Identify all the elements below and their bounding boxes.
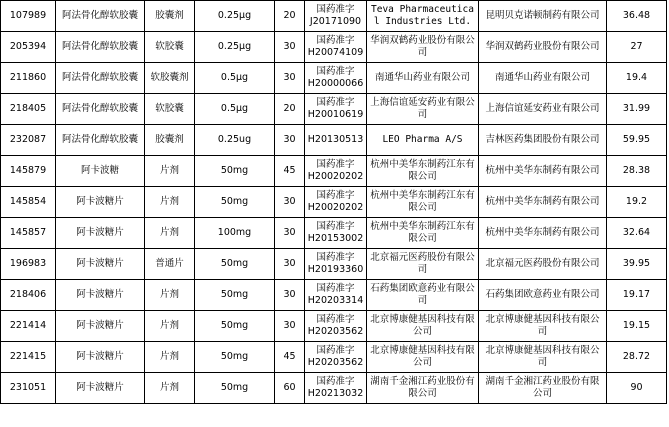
table-row <box>1 125 667 156</box>
price-cell: 59.95 <box>607 125 667 156</box>
table-row <box>1 249 667 280</box>
quantity-cell: 30 <box>275 187 305 218</box>
approval-prefix: 国药准字 <box>316 345 355 356</box>
drug-name-cell: 阿卡波糖片 <box>56 342 145 373</box>
approval-number-cell <box>305 1 367 32</box>
price-cell: 19.2 <box>607 187 667 218</box>
approval-code: H20203562 <box>307 326 364 337</box>
price-cell: 19.4 <box>607 63 667 94</box>
spec-cell: 50mg <box>195 311 275 342</box>
price-cell: 27 <box>607 32 667 63</box>
approval-prefix: 国药准字 <box>316 283 355 294</box>
quantity-cell: 30 <box>275 218 305 249</box>
dosage-form-cell: 片剂 <box>145 156 195 187</box>
approval-code: H20020202 <box>307 171 364 182</box>
approval-number-cell <box>305 311 367 342</box>
dosage-form-cell: 胶囊剂 <box>145 125 195 156</box>
quantity-cell: 20 <box>275 1 305 32</box>
price-cell: 90 <box>607 373 667 404</box>
dosage-form-cell: 片剂 <box>145 280 195 311</box>
drug-id-cell: 145879 <box>1 156 56 187</box>
approval-code: H20020202 <box>307 202 364 213</box>
manufacturer-cell: 杭州中美华东制药有限公司 <box>479 218 607 249</box>
price-cell: 36.48 <box>607 1 667 32</box>
drug-name-cell: 阿卡波糖片 <box>56 280 145 311</box>
table-row <box>1 1 667 32</box>
drug-id-cell: 107989 <box>1 1 56 32</box>
table-row <box>1 311 667 342</box>
drug-id-cell: 205394 <box>1 32 56 63</box>
drug-id-cell: 218405 <box>1 94 56 125</box>
approval-number-cell <box>305 63 367 94</box>
quantity-cell: 30 <box>275 249 305 280</box>
drug-id-cell: 211860 <box>1 63 56 94</box>
manufacturer-cell: 北京福元医药股份有限公司 <box>479 249 607 280</box>
drug-name-cell: 阿卡波糖片 <box>56 187 145 218</box>
dosage-form-cell: 软胶囊剂 <box>145 63 195 94</box>
drug-id-cell: 232087 <box>1 125 56 156</box>
dosage-form-cell: 软胶囊 <box>145 32 195 63</box>
table-row <box>1 63 667 94</box>
drug-id-cell: 196983 <box>1 249 56 280</box>
spec-cell: 0.5μg <box>195 94 275 125</box>
spec-cell: 50mg <box>195 156 275 187</box>
approval-prefix: 国药准字 <box>316 66 355 77</box>
quantity-cell: 30 <box>275 125 305 156</box>
drug-name-cell: 阿法骨化醇软胶囊 <box>56 125 145 156</box>
table-row <box>1 280 667 311</box>
drug-name-cell: 阿法骨化醇软胶囊 <box>56 94 145 125</box>
spec-cell: 50mg <box>195 280 275 311</box>
license-holder-cell: 北京博康健基因科技有限公司 <box>367 311 479 342</box>
approval-number-cell <box>305 125 367 156</box>
approval-number-cell <box>305 187 367 218</box>
manufacturer-cell: 华润双鹤药业股份有限公司 <box>479 32 607 63</box>
spec-cell: 100mg <box>195 218 275 249</box>
manufacturer-cell: 吉林医药集团股份有限公司 <box>479 125 607 156</box>
approval-code: H20010619 <box>307 109 364 120</box>
license-holder-cell: LEO Pharma A/S <box>367 125 479 156</box>
manufacturer-cell: 南通华山药业有限公司 <box>479 63 607 94</box>
license-holder-cell: 华润双鹤药业股份有限公司 <box>367 32 479 63</box>
drug-name-cell: 阿法骨化醇软胶囊 <box>56 63 145 94</box>
spec-cell: 0.5μg <box>195 63 275 94</box>
quantity-cell: 20 <box>275 94 305 125</box>
approval-number-cell <box>305 373 367 404</box>
approval-prefix: 国药准字 <box>316 190 355 201</box>
dosage-form-cell: 胶囊剂 <box>145 1 195 32</box>
approval-number-cell <box>305 249 367 280</box>
drug-id-cell: 221414 <box>1 311 56 342</box>
approval-prefix: 国药准字 <box>316 35 355 46</box>
license-holder-cell: 南通华山药业有限公司 <box>367 63 479 94</box>
table-row <box>1 187 667 218</box>
price-cell: 28.38 <box>607 156 667 187</box>
spec-cell: 50mg <box>195 373 275 404</box>
manufacturer-cell: 上海信谊延安药业有限公司 <box>479 94 607 125</box>
drug-name-cell: 阿法骨化醇软胶囊 <box>56 1 145 32</box>
manufacturer-cell: 杭州中美华东制药有限公司 <box>479 187 607 218</box>
approval-prefix: 国药准字 <box>316 97 355 108</box>
dosage-form-cell: 片剂 <box>145 218 195 249</box>
approval-number-cell <box>305 156 367 187</box>
approval-code: H20074109 <box>307 47 364 58</box>
approval-prefix: 国药准字 <box>316 376 355 387</box>
drug-name-cell: 阿卡波糖片 <box>56 311 145 342</box>
license-holder-cell: 杭州中美华东制药江东有限公司 <box>367 156 479 187</box>
drug-name-cell: 阿法骨化醇软胶囊 <box>56 32 145 63</box>
approval-code: H20213032 <box>307 388 364 399</box>
approval-number-cell <box>305 32 367 63</box>
license-holder-cell: 上海信谊延安药业有限公司 <box>367 94 479 125</box>
manufacturer-cell: 杭州中美华东制药有限公司 <box>479 156 607 187</box>
table-row <box>1 218 667 249</box>
quantity-cell: 30 <box>275 311 305 342</box>
approval-code: H20203562 <box>307 357 364 368</box>
dosage-form-cell: 片剂 <box>145 373 195 404</box>
table-row <box>1 342 667 373</box>
license-holder-cell: 湖南千金湘江药业股份有限公司 <box>367 373 479 404</box>
drug-name-cell: 阿卡波糖 <box>56 156 145 187</box>
drug-name-cell: 阿卡波糖片 <box>56 218 145 249</box>
drug-id-cell: 221415 <box>1 342 56 373</box>
drug-id-cell: 145857 <box>1 218 56 249</box>
quantity-cell: 30 <box>275 32 305 63</box>
manufacturer-cell: 湖南千金湘江药业股份有限公司 <box>479 373 607 404</box>
drug-name-cell: 阿卡波糖片 <box>56 249 145 280</box>
dosage-form-cell: 软胶囊 <box>145 94 195 125</box>
license-holder-cell: Teva Pharmaceutical Industries Ltd. <box>367 1 479 32</box>
table-row <box>1 156 667 187</box>
approval-prefix: 国药准字 <box>316 4 355 15</box>
spec-cell: 0.25μg <box>195 32 275 63</box>
spec-cell: 0.25μg <box>195 1 275 32</box>
license-holder-cell: 杭州中美华东制药江东有限公司 <box>367 218 479 249</box>
spec-cell: 50mg <box>195 342 275 373</box>
approval-number-cell <box>305 218 367 249</box>
approval-number-cell <box>305 280 367 311</box>
license-holder-cell: 杭州中美华东制药江东有限公司 <box>367 187 479 218</box>
table-row <box>1 373 667 404</box>
price-cell: 19.17 <box>607 280 667 311</box>
table-row <box>1 32 667 63</box>
approval-code: H20153002 <box>307 233 364 244</box>
drug-id-cell: 145854 <box>1 187 56 218</box>
approval-code: J20171090 <box>309 16 362 27</box>
drug-id-cell: 218406 <box>1 280 56 311</box>
approval-code: H20000066 <box>307 78 364 89</box>
spec-cell: 0.25ug <box>195 125 275 156</box>
manufacturer-cell: 昆明贝克诺顿制药有限公司 <box>479 1 607 32</box>
price-cell: 28.72 <box>607 342 667 373</box>
manufacturer-cell: 石药集团欧意药业有限公司 <box>479 280 607 311</box>
approval-prefix: 国药准字 <box>316 159 355 170</box>
dosage-form-cell: 片剂 <box>145 311 195 342</box>
approval-code: H20130513 <box>307 134 364 145</box>
dosage-form-cell: 片剂 <box>145 342 195 373</box>
table-body <box>1 1 667 404</box>
quantity-cell: 45 <box>275 342 305 373</box>
approval-prefix: 国药准字 <box>316 252 355 263</box>
license-holder-cell: 石药集团欧意药业有限公司 <box>367 280 479 311</box>
approval-code: H20193360 <box>307 264 364 275</box>
license-holder-cell: 北京博康健基因科技有限公司 <box>367 342 479 373</box>
price-cell: 19.15 <box>607 311 667 342</box>
approval-number-cell <box>305 94 367 125</box>
approval-number-cell <box>305 342 367 373</box>
spec-cell: 50mg <box>195 249 275 280</box>
price-cell: 31.99 <box>607 94 667 125</box>
table-row <box>1 94 667 125</box>
quantity-cell: 30 <box>275 63 305 94</box>
license-holder-cell: 北京福元医药股份有限公司 <box>367 249 479 280</box>
quantity-cell: 30 <box>275 280 305 311</box>
approval-prefix: 国药准字 <box>316 314 355 325</box>
price-cell: 39.95 <box>607 249 667 280</box>
dosage-form-cell: 片剂 <box>145 187 195 218</box>
dosage-form-cell: 普通片 <box>145 249 195 280</box>
spec-cell: 50mg <box>195 187 275 218</box>
price-cell: 32.64 <box>607 218 667 249</box>
manufacturer-cell: 北京博康健基因科技有限公司 <box>479 342 607 373</box>
approval-code: H20203314 <box>307 295 364 306</box>
quantity-cell: 45 <box>275 156 305 187</box>
drug-id-cell: 231051 <box>1 373 56 404</box>
approval-prefix: 国药准字 <box>316 221 355 232</box>
quantity-cell: 60 <box>275 373 305 404</box>
drug-name-cell: 阿卡波糖片 <box>56 373 145 404</box>
manufacturer-cell: 北京博康健基因科技有限公司 <box>479 311 607 342</box>
